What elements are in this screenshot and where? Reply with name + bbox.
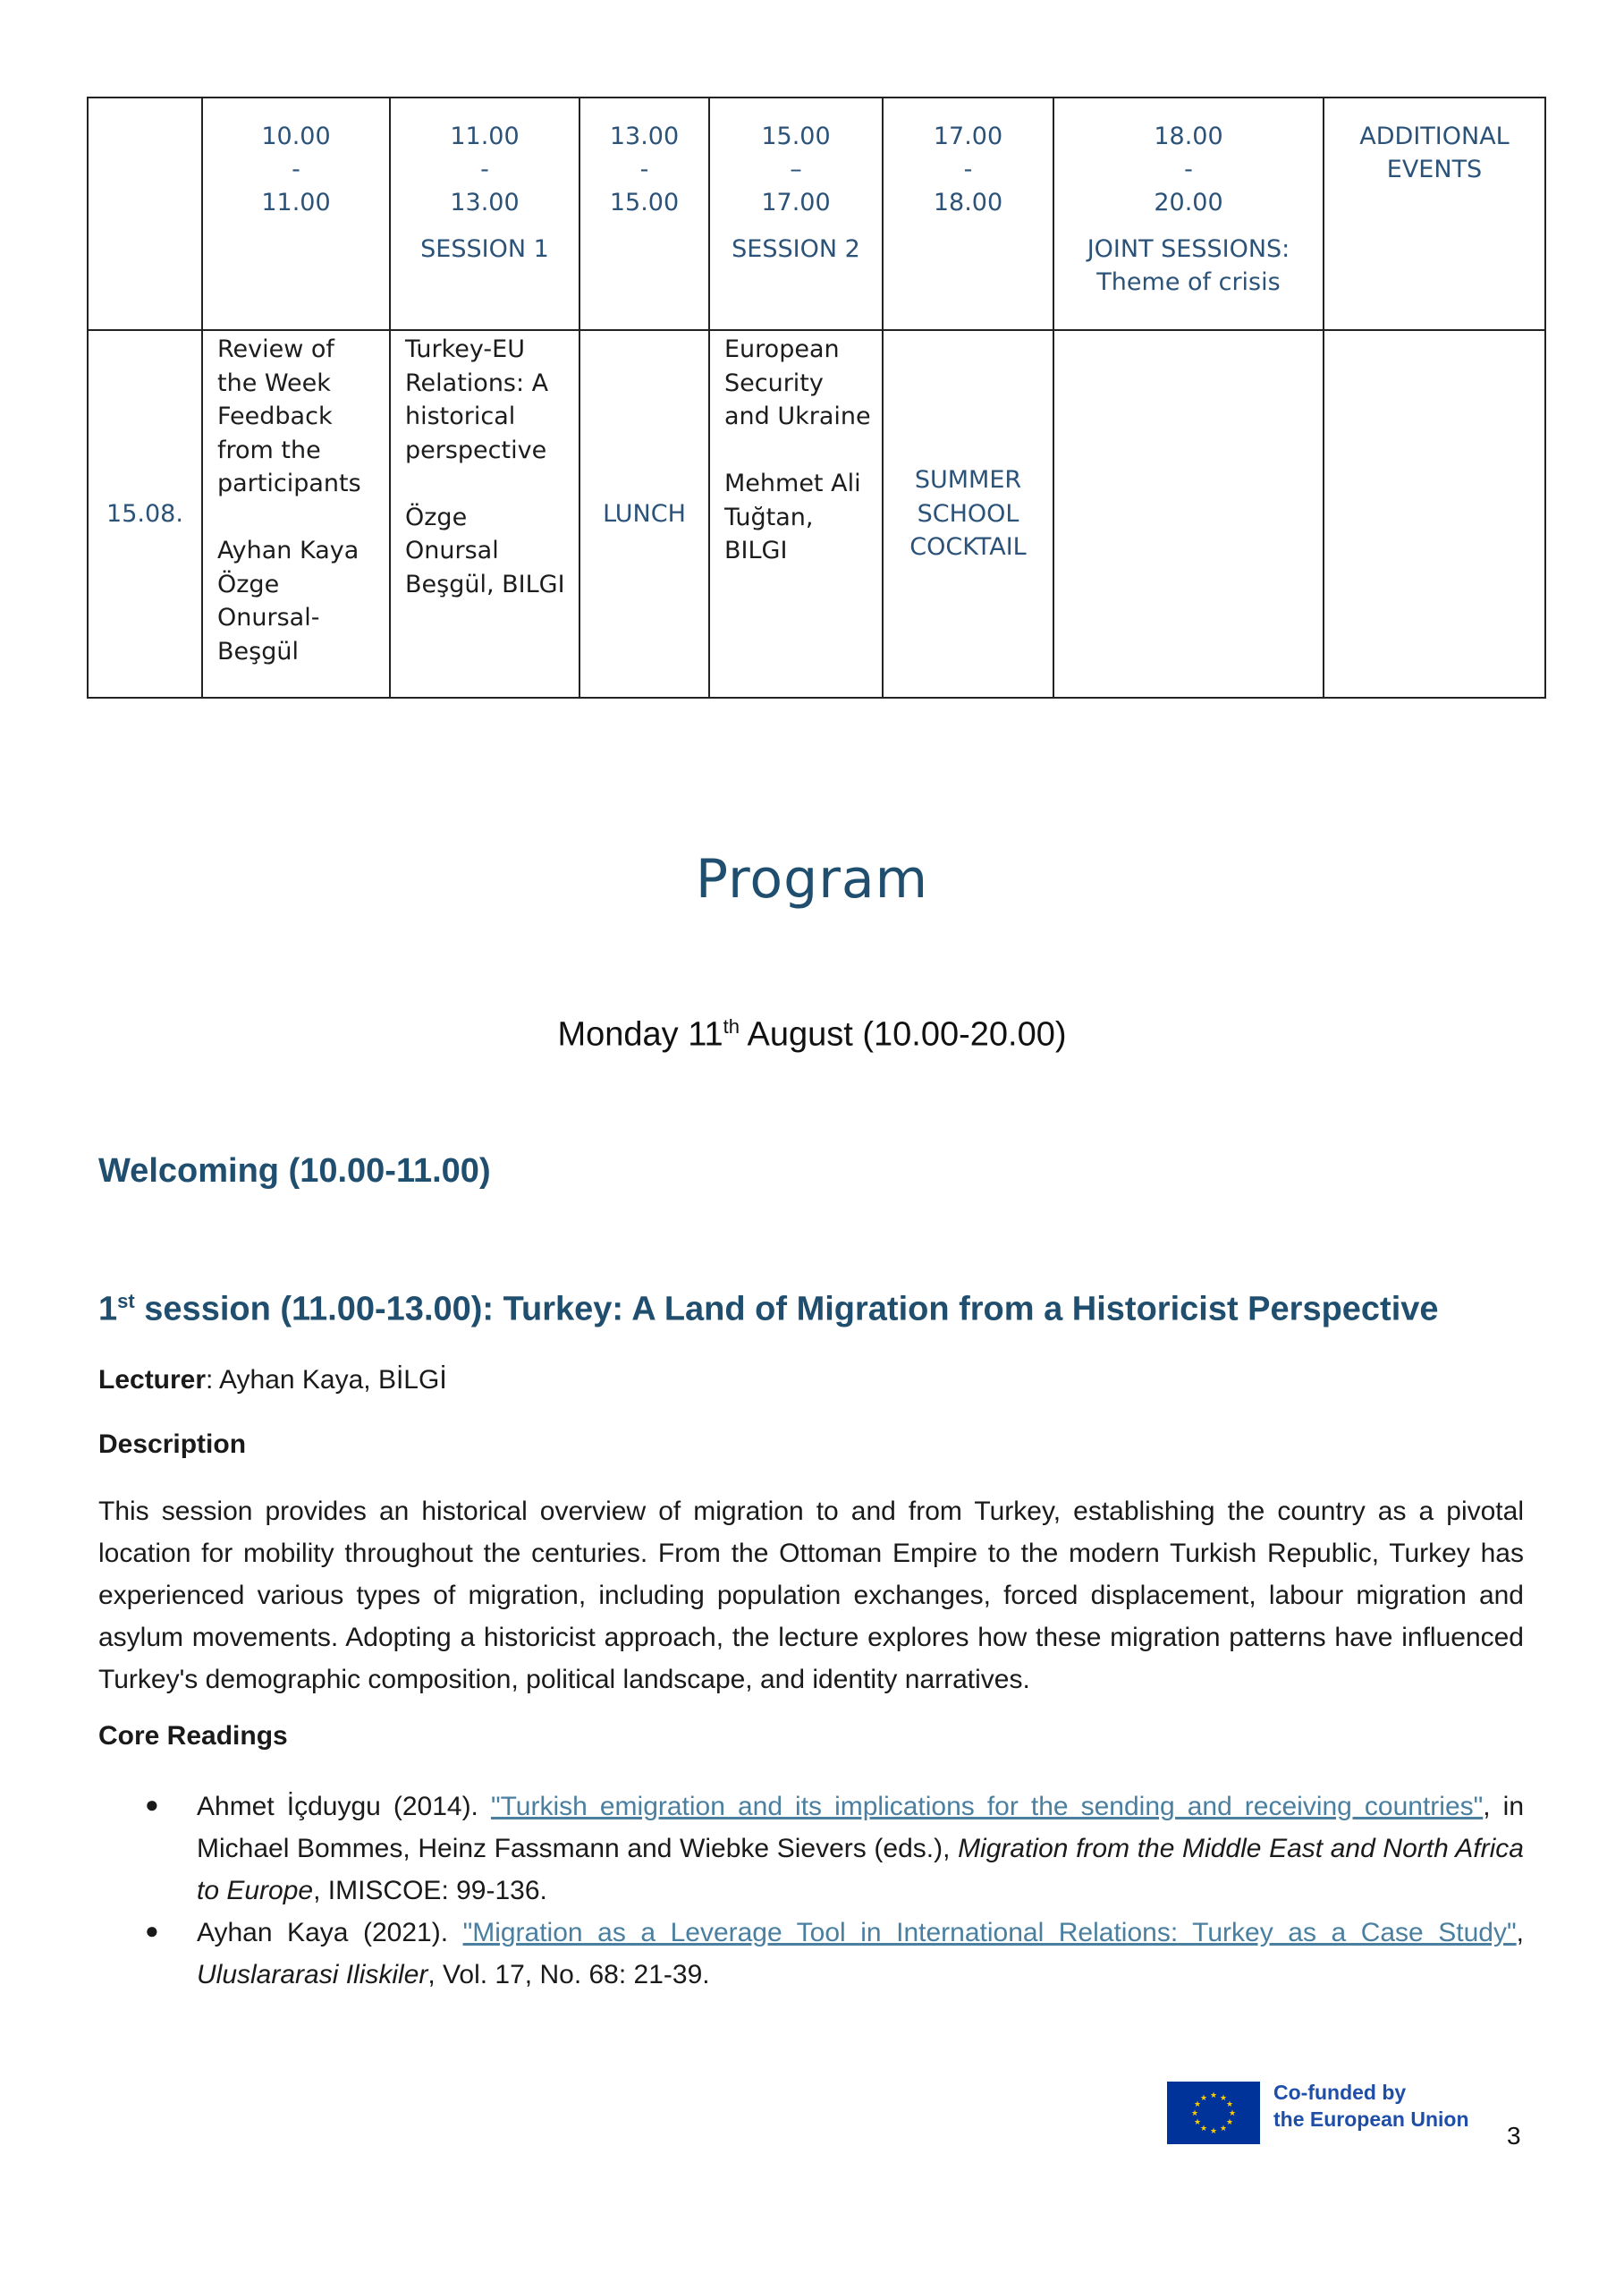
header-end: 13.00	[450, 189, 520, 216]
header-end: 15.00	[609, 189, 680, 216]
svg-text:★: ★	[1190, 2109, 1199, 2118]
svg-text:★: ★	[1193, 2118, 1202, 2127]
eu-cofunded-text	[1273, 2079, 1469, 2133]
reading-item	[197, 1785, 1524, 1912]
header-cell-15-17	[709, 98, 883, 330]
row-date: 15.08.	[88, 330, 202, 698]
eu-line1: Co-funded by	[1273, 2081, 1407, 2104]
svg-text:★: ★	[1199, 2125, 1208, 2133]
svg-text:★: ★	[1219, 2125, 1228, 2133]
header-end: 17.00	[761, 189, 831, 216]
header-time: 13.00	[609, 123, 680, 150]
cell-text: European Security and Ukraine Mehmet Ali Tuğtan, BILGI	[724, 335, 871, 564]
page-number: 3	[1507, 2122, 1521, 2150]
header-sep: -	[963, 156, 973, 183]
description-heading: Description	[98, 1429, 247, 1459]
header-cell-10-11	[202, 98, 390, 330]
reading-source: Migration from the Middle East and North Africa to Europe	[197, 1834, 1524, 1905]
session1-heading	[98, 1290, 1439, 1329]
reading-source: Uluslararasi Iliskiler	[197, 1960, 428, 1989]
header-cell-empty	[88, 98, 202, 330]
row-cell-session1	[390, 330, 579, 698]
reading-end: , IMISCOE: 99-136.	[313, 1876, 547, 1905]
cell-text: Turkey-EU Relations: A historical perspective Özge Onursal Beşgül, BILGI	[405, 335, 565, 598]
header-end: 11.00	[261, 189, 331, 216]
header-sep: –	[790, 156, 802, 183]
session1-num: 1	[98, 1290, 118, 1328]
header-session: SESSION 1	[420, 235, 549, 263]
schedule-header-row	[88, 98, 1545, 330]
schedule-table	[87, 97, 1546, 699]
reading-mid: ,	[1516, 1918, 1524, 1947]
header-sep: -	[292, 156, 300, 183]
svg-text:★: ★	[1225, 2118, 1234, 2127]
session1-title: session (11.00-13.00): Turkey: A Land of Migration from a Historicist Perspective	[134, 1290, 1439, 1328]
svg-text:★: ★	[1225, 2100, 1234, 2109]
header-time: 17.00	[933, 123, 1003, 150]
header-session: SESSION 2	[732, 235, 860, 263]
row-cell-session2	[709, 330, 883, 698]
row-cell-cocktail: SUMMER SCHOOL COCKTAIL	[883, 330, 1053, 698]
header-time: 10.00	[261, 123, 331, 150]
row-cell-joint	[1053, 330, 1324, 698]
row-cell-additional	[1324, 330, 1545, 698]
header-session: JOINT SESSIONS: Theme of crisis	[1087, 235, 1290, 296]
cell-text: Review of the Week Feedback from the participants Ayhan Kaya Özge Onursal- Beşgül	[217, 335, 361, 666]
day-suffix: August (10.00-20.00)	[740, 1015, 1067, 1054]
reading-author: Ayhan Kaya (2021).	[197, 1918, 463, 1947]
welcoming-heading: Welcoming (10.00-11.00)	[98, 1152, 491, 1190]
eu-line2: the European Union	[1273, 2108, 1469, 2131]
row-cell-lunch: LUNCH	[579, 330, 709, 698]
svg-text:★: ★	[1219, 2094, 1228, 2103]
schedule-row-15-08	[88, 330, 1545, 698]
header-sep: -	[480, 156, 489, 183]
svg-text:★: ★	[1193, 2100, 1202, 2109]
row-cell-review	[202, 330, 390, 698]
reading-end: , Vol. 17, No. 68: 21-39.	[427, 1960, 710, 1989]
svg-text:★: ★	[1209, 2091, 1218, 2100]
header-time: 18.00	[1154, 123, 1223, 150]
header-time: 11.00	[450, 123, 520, 150]
svg-text:★: ★	[1199, 2094, 1208, 2103]
header-end: 18.00	[933, 189, 1003, 216]
header-end: 20.00	[1154, 189, 1223, 216]
header-cell-17-18	[883, 98, 1053, 330]
reading-link[interactable]: "Turkish emigration and its implications for the sending and receiving countries"	[490, 1792, 1484, 1821]
header-cell-18-20	[1053, 98, 1324, 330]
header-sep: -	[639, 156, 649, 183]
day-title	[0, 1015, 1624, 1055]
reading-author: Ahmet İçduygu (2014).	[197, 1792, 491, 1821]
header-additional-events: ADDITIONAL EVENTS	[1359, 123, 1510, 183]
header-cell-11-13	[390, 98, 579, 330]
lecturer-label: Lecturer	[98, 1365, 207, 1395]
svg-text:★: ★	[1228, 2109, 1237, 2118]
session1-sup: st	[117, 1290, 135, 1312]
lecturer-value: : Ayhan Kaya, BİLGİ	[206, 1365, 447, 1395]
reading-link[interactable]: "Migration as a Leverage Tool in International Relations: Turkey as a Case Study"	[462, 1918, 1517, 1947]
header-time: 15.00	[761, 123, 831, 150]
lecturer-line	[98, 1365, 447, 1395]
bullet-icon: ●	[145, 1917, 159, 1944]
header-cell-13-15	[579, 98, 709, 330]
program-title: Program	[695, 848, 929, 911]
description-text: This session provides an historical overview of migration to and from Turkey, establishing the country as a pivotal location for mobility throughout the centuries. From the Ottoman Empire to the modern Turkish Republic, Turkey has experienced various types of migration, including population exchanges, forced displacement, labour migration and asylum movements. Adopting a historicist approach, the lecture explores how these migration patterns have influenced Turkey's demographic composition, political landscape, and identity narratives.	[98, 1497, 1524, 1694]
header-cell-additional-events	[1324, 98, 1545, 330]
day-sup: th	[723, 1015, 740, 1038]
svg-text:★: ★	[1209, 2127, 1218, 2136]
bullet-icon: ●	[145, 1791, 159, 1818]
core-readings-heading: Core Readings	[98, 1721, 288, 1751]
header-sep: -	[1184, 156, 1193, 183]
reading-mid: , in Michael Bommes, Heinz Fassmann and Wiebke Sievers (eds.),	[197, 1792, 1524, 1863]
eu-flag-icon	[1167, 2082, 1260, 2144]
reading-item	[197, 1912, 1524, 1996]
day-prefix: Monday 11	[557, 1015, 723, 1054]
